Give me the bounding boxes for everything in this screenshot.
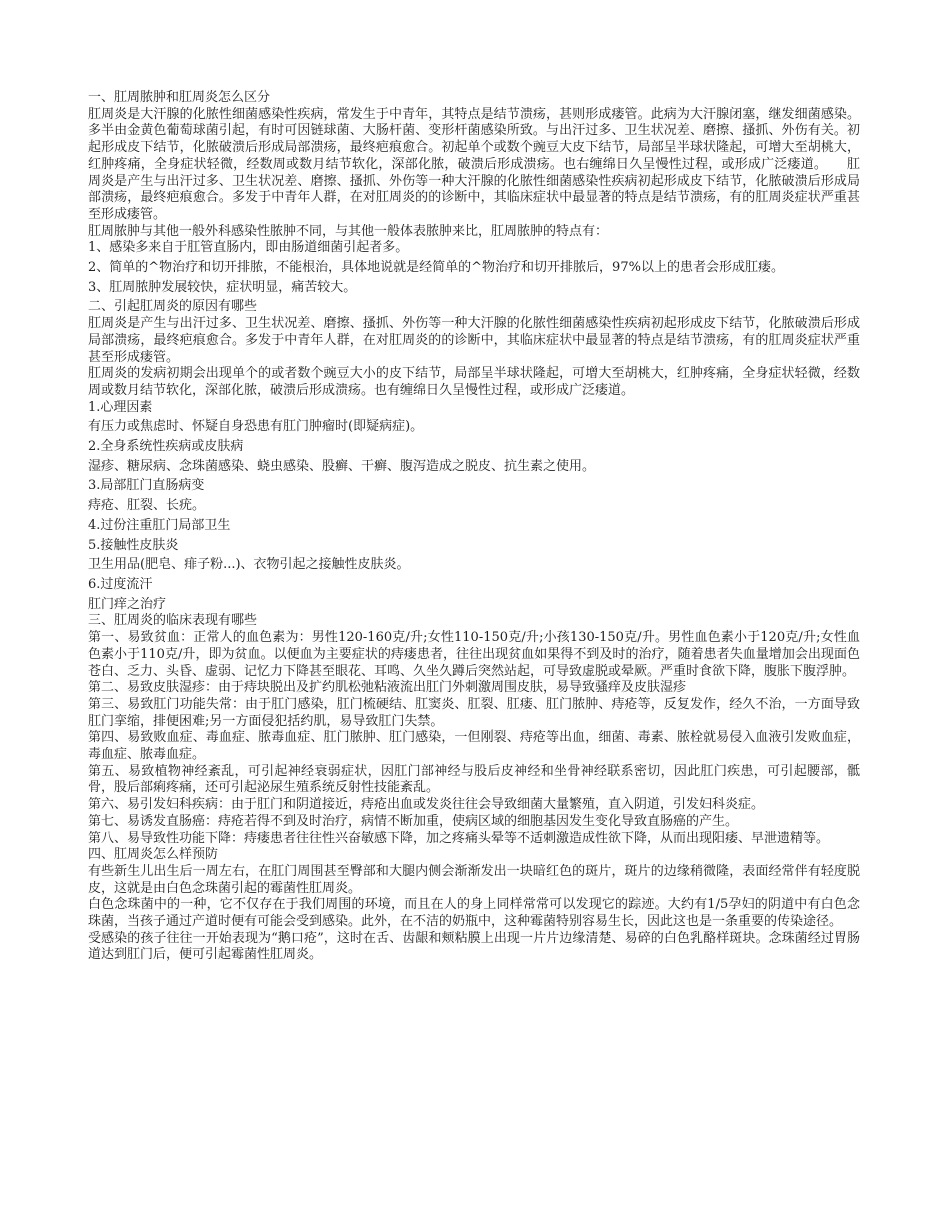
paragraph: 肛周炎是产生与出汗过多、卫生状况差、磨擦、搔抓、外伤等一种大汗腺的化脓性细菌感染性疾病初起形成皮下结节，化脓破溃后形成局部溃疡，最终疤痕愈合。多发于中青年人群，在对肛周炎的的诊断中，其临床症状中最显著的特点是结节溃疡，有的肛周炎症状严重甚至形成瘘管。 bbox=[88, 316, 860, 365]
paragraph: 第五、易致植物神经紊乱，可引起神经衰弱症状，因肛门部神经与股后皮神经和坐骨神经联系密切，因此肛门疾患，可引起腰部，骶骨，股后部痢疼痛，还可引起泌尿生殖系统反射性技能紊乱。 bbox=[88, 763, 860, 796]
section-heading-3: 三、肛周炎的临床表现有哪些 bbox=[88, 613, 258, 629]
section-heading-4: 四、肛周炎怎么样预防 bbox=[88, 847, 219, 863]
subheading: 5.接触性皮肤炎 bbox=[88, 537, 179, 553]
list-item: 3、肛周脓肿发展较快，症状明显，痛苦较大。 bbox=[88, 279, 357, 295]
paragraph: 湿疹、糖尿病、念珠菌感染、蛲虫感染、股癣、干癣、腹泻造成之脱皮、抗生素之使用。 bbox=[88, 458, 596, 474]
paragraph: 第六、易引发妇科疾病：由于肛门和阴道接近，痔疮出血或发炎往往会导致细菌大量繁殖，直入阴道，引发妇科炎症。 bbox=[88, 797, 765, 813]
subheading: 6.过度流汗 bbox=[88, 576, 153, 592]
paragraph: 肛周炎是大汗腺的化脓性细菌感染性疾病，常发生于中青年，其特点是结节溃疡，甚则形成瘘管。此病为大汗腺闭塞，继发细菌感染。多半由金黄色葡萄球菌引起，有时可因链球菌、大肠杆菌、变形杆菌感染所致。与出汗过多、卫生状况差、磨擦、搔抓、外伤有关。初起形成皮下结节，化脓破溃后形成局部溃疡，最终疤痕愈合。初起单个或数个豌豆大皮下结节，局部呈半球状隆起，可增大至胡桃大，红肿疼痛，全身症状轻微，经数周或数月结节软化，深部化脓，破溃后形成溃疡。也右缠绵日久呈慢性过程，或形成广泛瘘道。 肛周炎是产生与出汗过多、卫生状况差、磨擦、搔抓、外伤等一种大汗腺的化脓性细菌感染性疾病初起形成皮下结节，化脓破溃后形成局部溃疡，最终疤痕愈合。多发于中青年人群，在对肛周炎的的诊断中，其临床症状中最显著的特点是结节溃疡，有的肛周炎症状严重甚至形成瘘管。 bbox=[88, 106, 860, 222]
paragraph: 受感染的孩子往往一开始表现为“鹅口疮”，这时在舌、齿龈和颊粘膜上出现一片片边缘清楚、易碎的白色乳酪样斑块。念珠菌经过胃肠道达到肛门后，便可引起霉菌性肛周炎。 bbox=[88, 930, 860, 963]
paragraph: 白色念珠菌中的一种，它不仅存在于我们周围的环境，而且在人的身上同样常常可以发现它的踪迹。大约有1/5孕妇的阴道中有白色念珠菌，当孩子通过产道时便有可能会受到感染。此外，在不洁的奶瓶中，这种霉菌特别容易生长，因此这也是一条重要的传染途径。 bbox=[88, 897, 860, 930]
paragraph: 肛周脓肿与其他一般外科感染性脓肿不同，与其他一般体表脓肿来比，肛周脓肿的特点有： bbox=[88, 223, 609, 239]
section-heading-1: 一、肛周脓肿和肛周炎怎么区分 bbox=[88, 90, 271, 105]
paragraph: 卫生用品(肥皂、痱子粉...)、衣物引起之接触性皮肤炎。 bbox=[88, 557, 410, 573]
document-body bbox=[88, 90, 860, 964]
paragraph: 第三、易致肛门功能失常：由于肛门感染，肛门梳硬结、肛窦炎、肛裂、肛瘘、肛门脓肿、痔疮等，反复发作，经久不治，一方面导致肛门挛缩，排便困难;另一方面侵犯括约肌，易导致肛门失禁。 bbox=[88, 696, 860, 729]
paragraph: 第一、易致贫血：正常人的血色素为：男性120-160克/升;女性110-150克/升;小孩130-150克/升。男性血色素小于120克/升;女性血色素小于110克/升，即为贫血。以便血为主要症状的痔瘘患者，往往出现贫血如果得不到及时的治疗，随着患者失血量增加会出现面色苍白、乏力、头昏、虚弱、记忆力下降甚至眼花、耳鸣、久坐久蹲后突然站起，可导致虚脱或晕厥。严重时食欲下降，腹胀下腹浮肿。 bbox=[88, 630, 860, 679]
paragraph: 第八、易导致性功能下降：痔瘘患者往往性兴奋敏感下降，加之疼痛头晕等不适刺激造成性欲下降，从而出现阳痿、早泄遗精等。 bbox=[88, 830, 830, 846]
subheading: 3.局部肛门直肠病变 bbox=[88, 478, 205, 494]
subheading: 4.过份注重肛门局部卫生 bbox=[88, 517, 231, 533]
subheading: 1.心理因素 bbox=[88, 399, 153, 415]
subheading: 2.全身系统性疾病或皮肤病 bbox=[88, 439, 244, 455]
list-item: 2、简单的^物治疗和切开排脓，不能根治，具体地说就是经简单的^物治疗和切开排脓后，97%以上的患者会形成肛瘘。 bbox=[88, 260, 784, 276]
paragraph: 有些新生儿出生后一周左右，在肛门周围甚至臀部和大腿内侧会渐渐发出一块暗红色的斑片，斑片的边缘稍微隆，表面经常伴有轻度脱皮，这就是由白色念珠菌引起的霉菌性肛周炎。 bbox=[88, 863, 860, 896]
paragraph: 肛周炎的发病初期会出现单个的或者数个豌豆大小的皮下结节，局部呈半球状隆起，可增大至胡桃大，红肿疼痛，全身症状轻微，经数周或数月结节软化，深部化脓，破溃后形成溃疡。也有缠绵日久呈慢性过程，或形成广泛瘘道。 bbox=[88, 366, 860, 398]
paragraph: 痔疮、肛裂、长疣。 bbox=[88, 498, 206, 514]
paragraph: 有压力或焦虑时、怀疑自身恐患有肛门肿瘤时(即疑病症)。 bbox=[88, 419, 424, 435]
list-item: 1、感染多来自于肛管直肠内，即由肠道细菌引起者多。 bbox=[88, 240, 409, 256]
paragraph: 第二、易致皮肤湿疹：由于痔块脱出及扩约肌松弛粘液流出肛门外刺激周围皮肤，易导致骚痒及皮肤湿疹 bbox=[88, 680, 687, 696]
section-heading-2: 二、引起肛周炎的原因有哪些 bbox=[88, 299, 258, 315]
paragraph: 肛门痒之治疗 bbox=[88, 596, 167, 612]
paragraph: 第七、易诱发直肠癌：痔疮若得不到及时治疗，病情不断加重，使病区域的细胞基因发生变化导致直肠癌的产生。 bbox=[88, 813, 739, 829]
paragraph: 第四、易致败血症、毒血症、脓毒血症、肛门脓肿、肛门感染，一但刚裂、痔疮等出血，细菌、毒素、脓栓就易侵入血液引发败血症，毒血症、脓毒血症。 bbox=[88, 730, 860, 763]
